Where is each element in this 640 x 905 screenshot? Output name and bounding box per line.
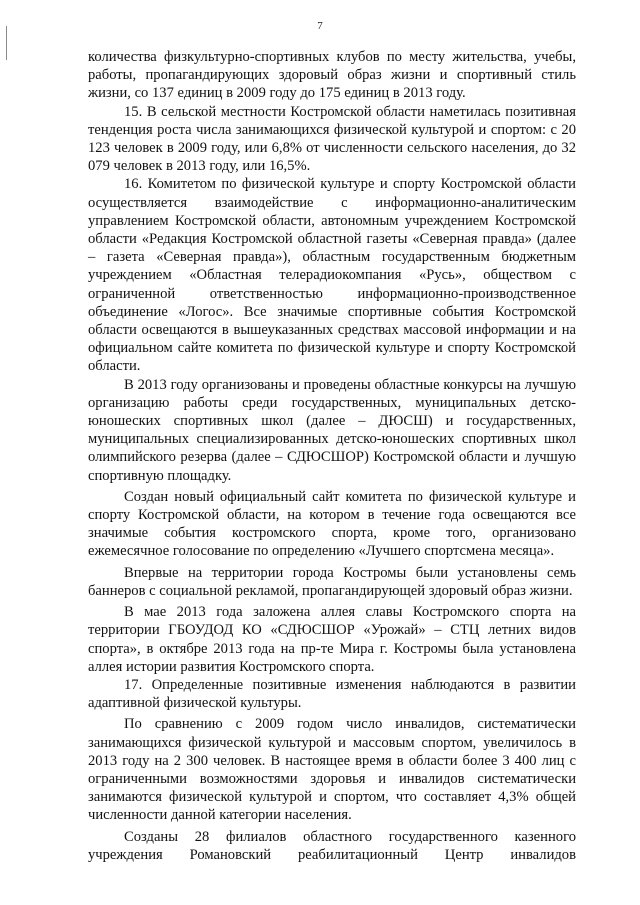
page-number: 7 xyxy=(317,20,323,32)
paragraph-website: Создан новый официальный сайт комитета по физической культуре и спорту Костромской области, на котором в течение года освещаются все значимые события костромского спорта, кроме того, организовано ежемесячное голосование по определению «Лучшего спортсмена месяца». xyxy=(88,488,576,560)
body-text xyxy=(88,48,576,864)
paragraph-branches: Созданы 28 филиалов областного государственного казенного учреждения Романовский реабилитационный Центр инвалидов xyxy=(88,828,576,863)
paragraph-17: 17. Определенные позитивные изменения наблюдаются в развитии адаптивной физической культуры. xyxy=(88,676,576,712)
paragraph-alley: В мае 2013 года заложена аллея славы Костромского спорта на территории ГБОУДОД КО «СДЮСШОР «Урожай» – СТЦ летних видов спорта», в октябре 2013 года на пр-те Мира г. Костромы была установлена аллея истории развития Костромского спорта. xyxy=(88,604,576,675)
paragraph-15: 15. В сельской местности Костромской области наметилась позитивная тенденция роста числа занимающихся физической культурой и спортом: с 20 123 человек в 2009 году, или 6,8% от численности сельского населения, до 32 079 человек в 2013 году, или 16,5%. xyxy=(88,103,576,175)
paragraph-banners: Впервые на территории города Костромы были установлены семь баннеров с социальной рекламой, пропагандирующей здоровый образ жизни. xyxy=(88,564,576,599)
paragraph-disabled-stats: По сравнению с 2009 годом число инвалидов, систематически занимающихся физической культурой и массовым спортом, увеличилось в 2013 году на 2 300 человек. В настоящее время в области более 3 400 лиц с ограниченными возможностями здоровья и инвалидов систематически занимаются физической культурой и спортом, что составляет 4,3% общей численности данной категории населения. xyxy=(88,716,576,824)
paragraph-16: 16. Комитетом по физической культуре и спорту Костромской области осуществляется взаимодействие с информационно-аналитическим управлением Костромской области, автономным учреждением Костромской области «Редакция Костромской областной газеты «Северная правда» (далее – газета «Северная правда»), областным государственным бюджетным учреждением «Областная телерадиокомпания «Русь», обществом с ограниченной ответственностью информационно-производственное объединение «Логос». Все значимые спортивные события Костромской области освещаются в вышеуказанных средствах массовой информации и на официальном сайте комитета по физической культуре и спорту Костромской области. xyxy=(88,176,576,375)
paragraph-continuation: количества физкультурно-спортивных клубов по месту жительства, учебы, работы, пропагандирующих здоровый образ жизни и спортивный стиль жизни, со 137 единиц в 2009 году до 175 единиц в 2013 году. xyxy=(88,49,576,102)
paragraph-contests: В 2013 году организованы и проведены областные конкурсы на лучшую организацию работы среди государственных, муниципальных детско-юношеских спортивных школ (далее – ДЮСШ) и государственных, муниципальных специализированных детско-юношеских спортивных школ олимпийского резерва (далее – СДЮСШОР) Костромской области и лучшую спортивную площадку. xyxy=(88,376,576,484)
